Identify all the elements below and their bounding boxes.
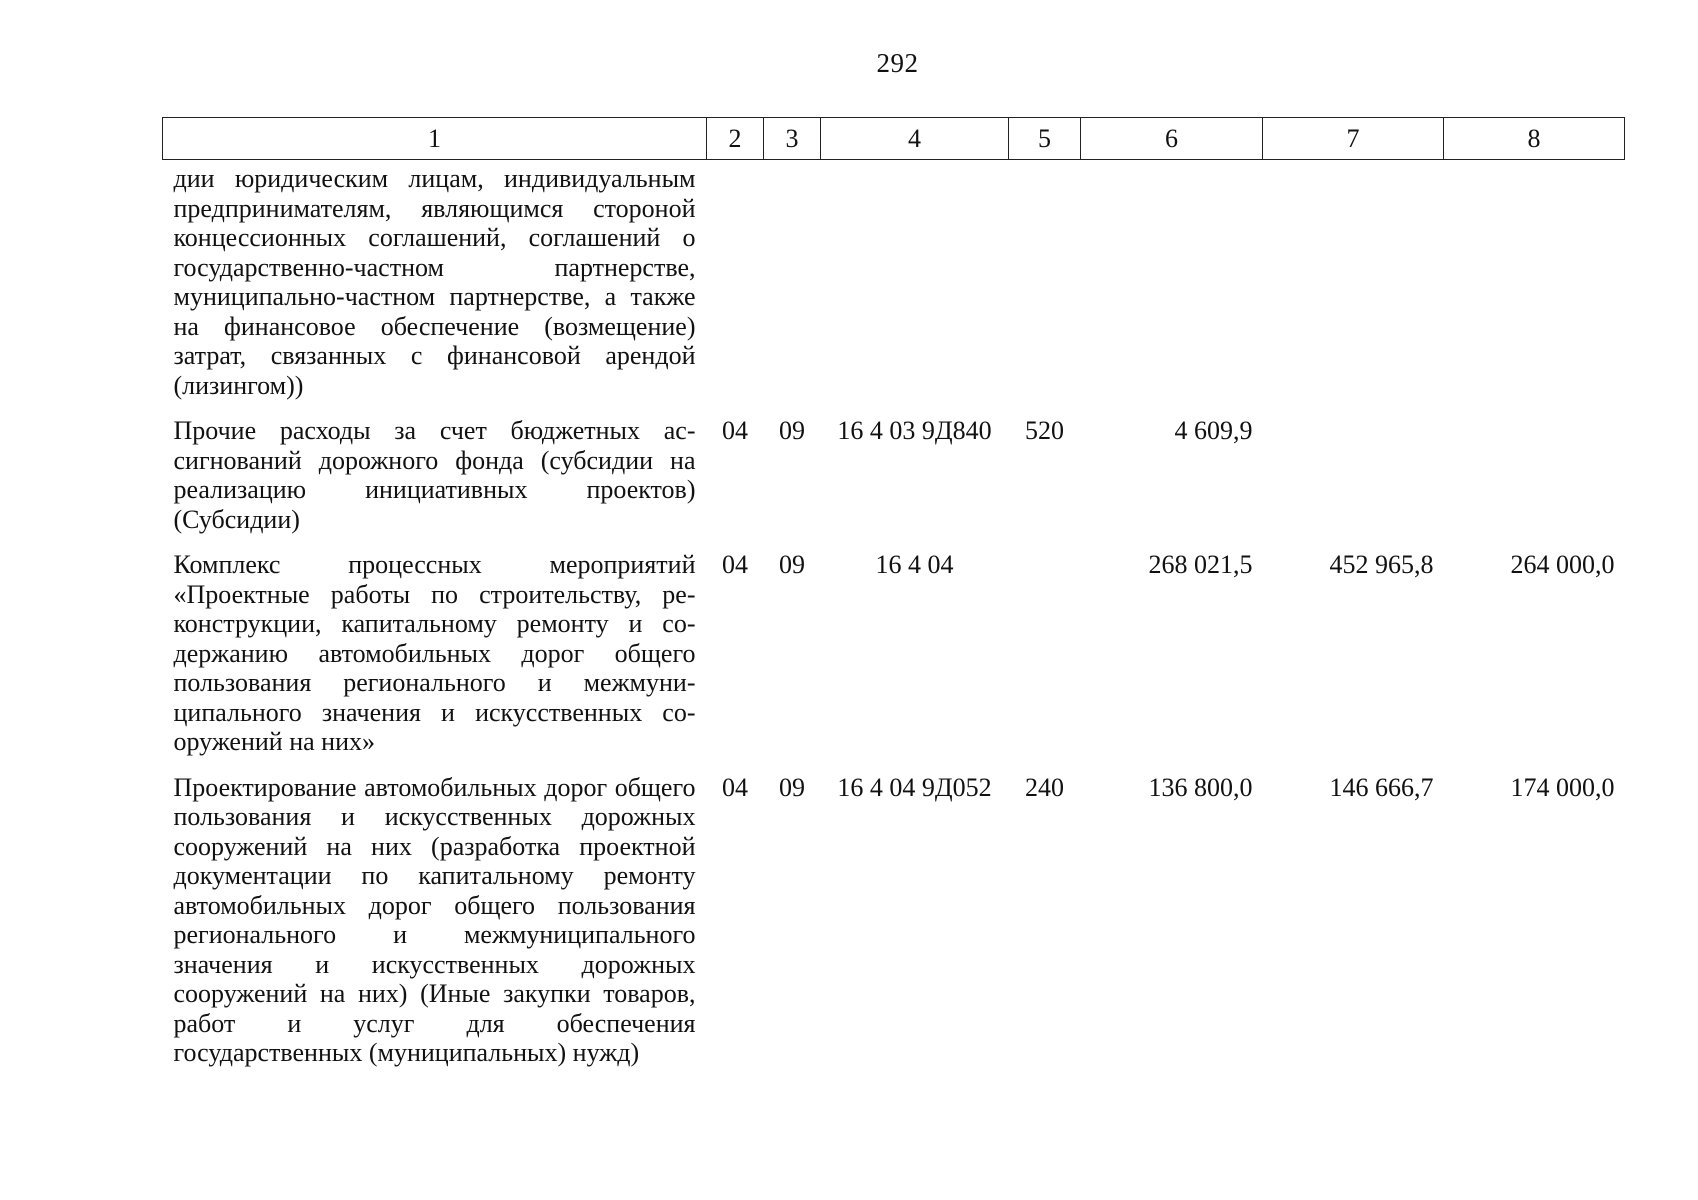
row-value-7 [1263, 160, 1444, 417]
row-target-code: 16 4 03 9Д840 [837, 416, 992, 445]
header-col-7: 7 [1263, 118, 1444, 160]
row-target-code: 16 4 04 [875, 550, 954, 579]
table-row [163, 773, 1625, 1084]
budget-table [162, 117, 1625, 1084]
table-row [163, 160, 1625, 417]
table-body [163, 160, 1625, 1084]
row-expense-type [1009, 550, 1081, 773]
row-section [707, 160, 764, 417]
row-description: Комплекс процессных мероприятий «Проектные работы по строительству, реконструкции, капитальному ремонту и содержанию автомобильных дорог общего пользования регионального и межмуниципального значения и искусственных сооружений на них» [173, 550, 696, 756]
table-row [163, 550, 1625, 773]
row-value-6: 4 609,9 [1174, 416, 1253, 445]
row-description: Прочие расходы за счет бюджетных ассигнований дорожного фонда (субсидии на реализацию инициативных проектов) (Субсидии) [173, 416, 696, 534]
row-value-6: 136 800,0 [1148, 772, 1253, 802]
header-col-8: 8 [1444, 118, 1625, 160]
row-subsection: 09 [779, 550, 805, 579]
header-col-4: 4 [821, 118, 1009, 160]
row-subsection [764, 160, 821, 417]
row-value-7: 146 666,7 [1329, 772, 1434, 802]
row-description: дии юридическим лицам, индивидуальным предпринимателям, являющимся стороной концессионных соглашений, соглашений о государственно-частном партнерстве, муниципально-частном партнерстве, а также на финансовое обеспечение (возмещение) затрат, связанных с финансовой арендой (лизингом)) [173, 164, 696, 400]
row-value-8: 174 000,0 [1510, 772, 1615, 802]
row-value-6 [1081, 160, 1263, 417]
row-section: 04 [722, 772, 748, 802]
row-value-7 [1263, 416, 1444, 550]
header-col-5: 5 [1009, 118, 1081, 160]
row-value-8 [1444, 160, 1625, 417]
row-section: 04 [722, 550, 748, 579]
row-expense-type [1009, 160, 1081, 417]
header-col-6: 6 [1081, 118, 1263, 160]
row-value-7: 452 965,8 [1329, 550, 1434, 579]
page-number: 292 [876, 48, 919, 78]
table-header [163, 118, 1625, 160]
row-target-code: 16 4 04 9Д052 [837, 772, 992, 802]
row-description: Проектирование автомобильных дорог общего пользования и искусственных дорожных сооружений на них (разработка проектной документации по капитальному ремонту автомобильных дорог общего пользования регионального и межмуниципального значения и искусственных дорожных сооружений на них) (Иные закупки товаров, работ и услуг для обеспечения государственных (муниципальных) нужд) [173, 772, 696, 1067]
header-col-3: 3 [764, 118, 821, 160]
row-section: 04 [722, 416, 748, 445]
row-expense-type: 240 [1025, 772, 1064, 802]
row-value-8 [1444, 416, 1625, 550]
table-row [163, 416, 1625, 550]
row-target-code [821, 160, 1009, 417]
row-value-6: 268 021,5 [1148, 550, 1253, 579]
header-row [163, 118, 1625, 160]
row-subsection: 09 [779, 416, 805, 445]
row-subsection: 09 [779, 772, 805, 802]
header-col-1: 1 [163, 118, 707, 160]
row-expense-type: 520 [1025, 416, 1064, 445]
header-col-2: 2 [707, 118, 764, 160]
row-value-8: 264 000,0 [1510, 550, 1615, 579]
